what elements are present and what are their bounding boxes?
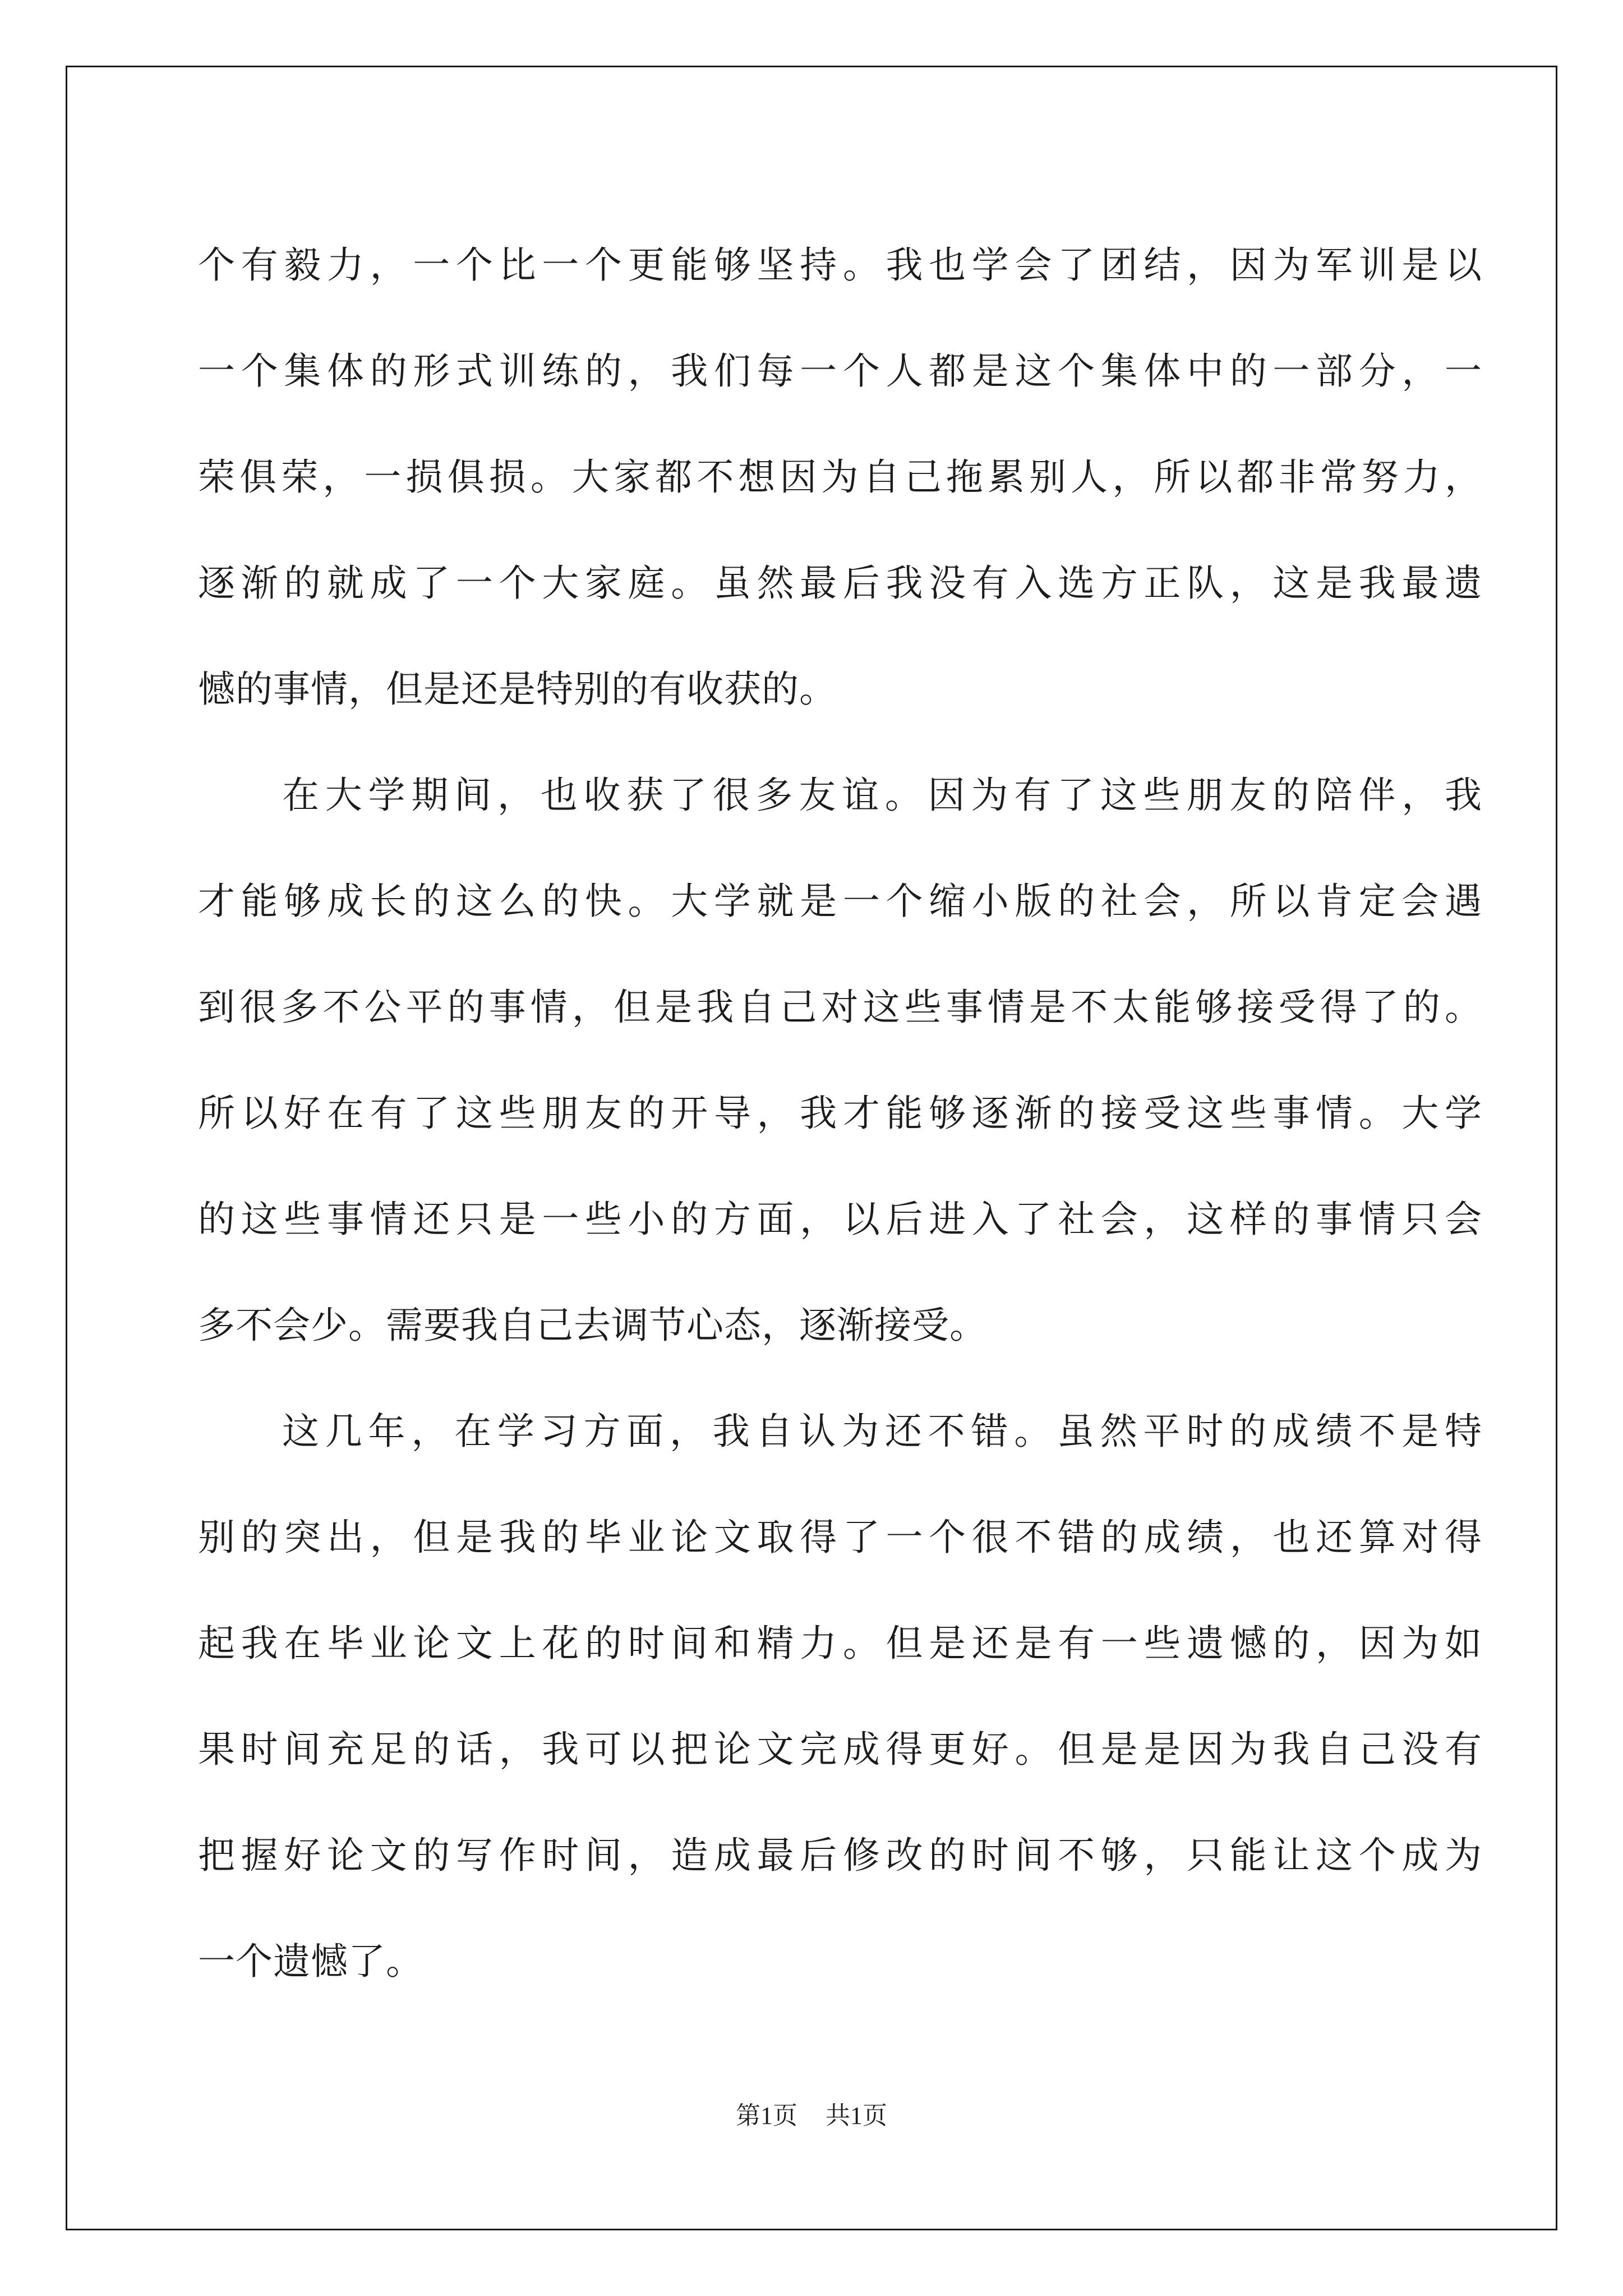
page-number-total: 共1页 bbox=[826, 2102, 887, 2129]
paragraph-first-line: 这几年，在学习方面，我自认为还不错。虽然平时的成绩不是特 bbox=[282, 1410, 1482, 1453]
document-body bbox=[198, 212, 1482, 2014]
text-line: 起我在毕业论文上花的时间和精力。但是还是有一些遗憾的，因为如 bbox=[198, 1622, 1482, 1665]
text-line: 才能够成长的这么的快。大学就是一个缩小版的社会，所以肯定会遇 bbox=[198, 880, 1482, 923]
text-line: 到很多不公平的事情，但是我自己对这些事情是不太能够接受得了的。 bbox=[198, 986, 1482, 1029]
text-line: 荣俱荣，一损俱损。大家都不想因为自己拖累别人，所以都非常努力， bbox=[198, 455, 1482, 499]
paragraph-first-line: 在大学期间，也收获了很多友谊。因为有了这些朋友的陪伴，我 bbox=[282, 774, 1482, 817]
page-footer bbox=[0, 2095, 1623, 2131]
text-line: 个有毅力，一个比一个更能够坚持。我也学会了团结，因为军训是以 bbox=[198, 243, 1482, 287]
text-line: 逐渐的就成了一个大家庭。虽然最后我没有入选方正队，这是我最遗 bbox=[198, 562, 1482, 605]
text-line: 憾的事情，但是还是特别的有收获的。 bbox=[198, 668, 837, 711]
text-line: 多不会少。需要我自己去调节心态，逐渐接受。 bbox=[198, 1304, 987, 1347]
text-line: 别的突出，但是我的毕业论文取得了一个很不错的成绩，也还算对得 bbox=[198, 1516, 1482, 1559]
text-line: 的这些事情还只是一些小的方面，以后进入了社会，这样的事情只会 bbox=[198, 1198, 1482, 1241]
text-line: 果时间充足的话，我可以把论文完成得更好。但是是因为我自己没有 bbox=[198, 1728, 1482, 1771]
text-line: 一个集体的形式训练的，我们每一个人都是这个集体中的一部分，一 bbox=[198, 349, 1482, 393]
text-line: 所以好在有了这些朋友的开导，我才能够逐渐的接受这些事情。大学 bbox=[198, 1092, 1482, 1135]
page-number-current: 第1页 bbox=[736, 2102, 797, 2129]
text-line: 一个遗憾了。 bbox=[198, 1940, 423, 1983]
text-line: 把握好论文的写作时间，造成最后修改的时间不够，只能让这个成为 bbox=[198, 1834, 1482, 1877]
